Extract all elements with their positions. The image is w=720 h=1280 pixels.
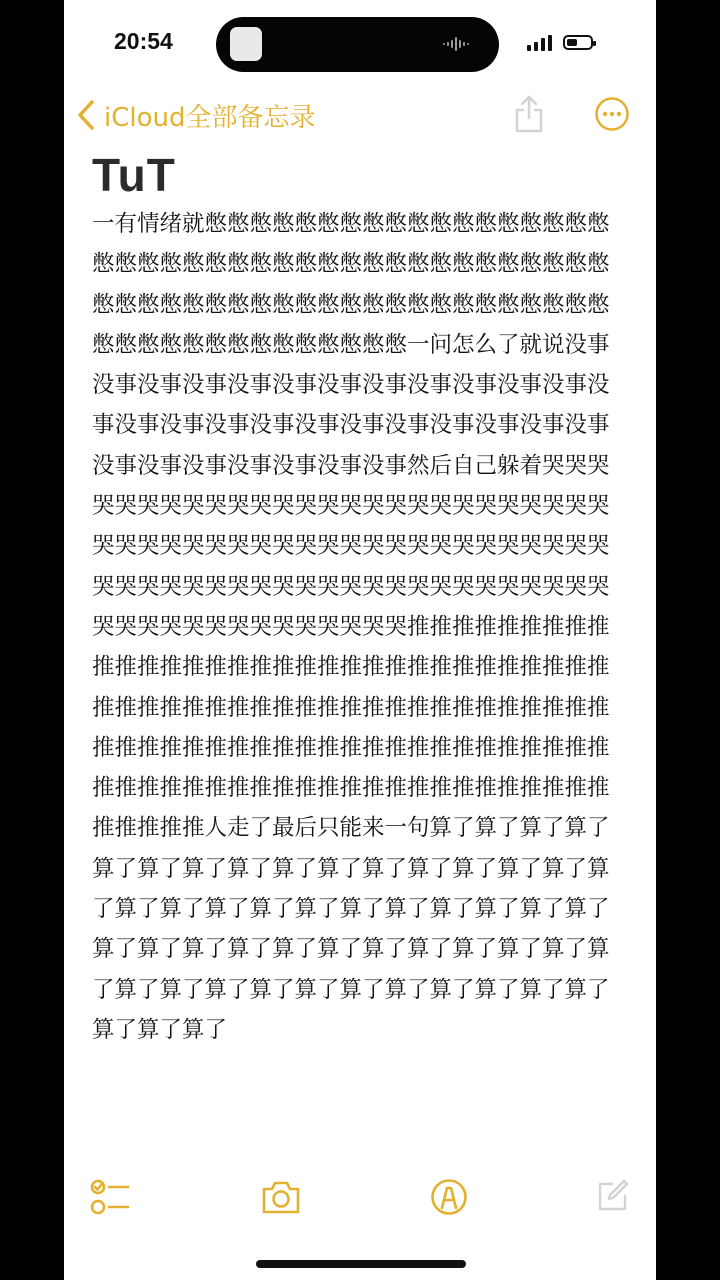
note-body[interactable]: 一有情绪就憋憋憋憋憋憋憋憋憋憋憋憋憋憋憋憋憋憋憋憋憋憋憋憋憋憋憋憋憋憋憋憋憋憋憋憋憋憋憋憋憋憋憋憋憋憋憋憋憋憋憋憋憋憋憋憋憋憋憋憋憋憋憋憋憋憋憋憋憋憋憋憋憋憋憋憋憋憋一问怎么了就说没事没事没事没事没事没事没事没事没事没事没事没事没事没事没事没事没事没事没事没事没事没事没事没事没事没事没事没事没事没事没事然后自己躲着哭哭哭哭哭哭哭哭哭哭哭哭哭哭哭哭哭哭哭哭哭哭哭哭哭哭哭哭哭哭哭哭哭哭哭哭哭哭哭哭哭哭哭哭哭哭哭哭哭哭哭哭哭哭哭哭哭哭哭哭哭哭哭哭哭哭哭哭哭哭哭哭哭哭哭哭哭哭哭哭哭哭哭哭哭哭推推推推推推推推推推推推推推推推推推推推推推推推推推推推推推推推推推推推推推推推推推推推推推推推推推推推推推推推推推推推推推推推推推推推推推推推推推推推推推推推推推推推推推推推推推推推推推推推推推推推推推推推推推人走了最后只能来一句算了算了算了算了算了算了算了算了算了算了算了算了算了算了算了算了算了算了算了算了算了算了算了算了算了算了算了算了算了算了算了算了算了算了算了算了算了算了算了算了算了算了算了算了算了算了算了算了算了算了算了算了算了 — [92, 211, 610, 1043]
notes-screen — [64, 0, 656, 1280]
more-icon[interactable] — [594, 96, 630, 132]
note-title[interactable]: TuT — [92, 149, 176, 201]
status-time: 20:54 — [114, 28, 173, 54]
dynamic-island[interactable] — [216, 17, 499, 72]
home-indicator[interactable] — [256, 1260, 466, 1268]
markup-pen-icon[interactable] — [430, 1178, 468, 1216]
audio-wave-icon — [443, 37, 473, 51]
battery-icon — [563, 35, 593, 50]
back-label: iCloud全部备忘录 — [104, 102, 316, 133]
cellular-signal-icon — [527, 35, 553, 51]
share-icon[interactable] — [512, 94, 546, 134]
media-thumbnail — [230, 27, 262, 61]
checklist-icon[interactable] — [90, 1178, 130, 1216]
compose-icon[interactable] — [596, 1178, 630, 1212]
chevron-left-icon — [74, 98, 98, 132]
camera-icon[interactable] — [260, 1178, 302, 1216]
back-to-all-notes-button[interactable] — [74, 95, 316, 135]
